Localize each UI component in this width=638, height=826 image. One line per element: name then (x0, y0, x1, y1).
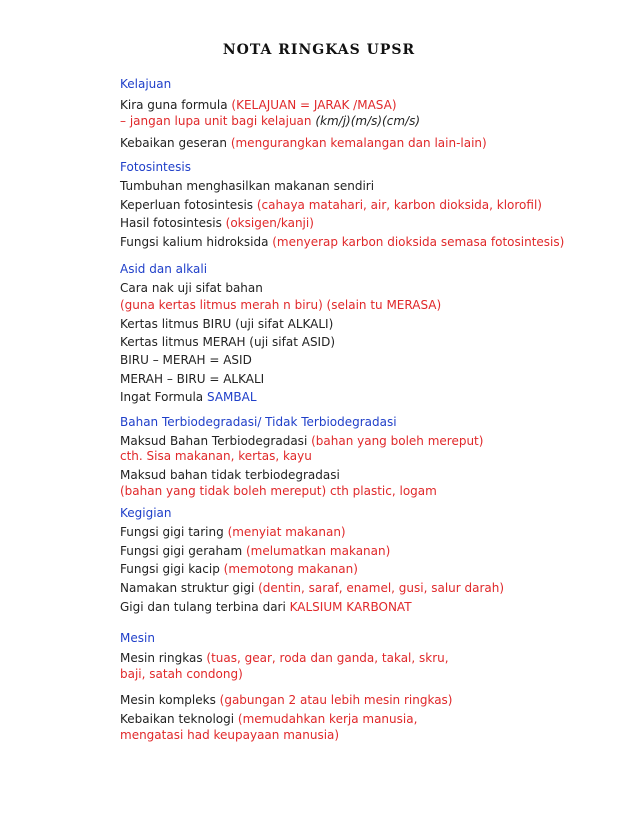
section-heading-kelajuan: Kelajuan (120, 77, 172, 91)
text: Keperluan fotosintesis (120, 198, 257, 212)
mesin-line-4 (120, 711, 417, 727)
text: Maksud Bahan Terbiodegradasi (120, 434, 312, 448)
bahan-line-4: (bahan yang tidak boleh mereput) cth plastic, logam (120, 484, 437, 498)
text: Hasil fotosintesis (120, 216, 226, 230)
mesin-line-1 (120, 650, 449, 666)
section-heading-fotosintesis: Fotosintesis (120, 160, 191, 174)
text: Fungsi gigi geraham (120, 544, 246, 558)
bahan-line-1 (120, 433, 483, 449)
bahan-line-3: Maksud bahan tidak terbiodegradasi (120, 468, 340, 482)
red-note: (dentin, saraf, enamel, gusi, salur darah) (258, 581, 505, 595)
fotosintesis-line-4 (120, 234, 564, 250)
text: Fungsi gigi kacip (120, 562, 224, 576)
kelajuan-line-1 (120, 97, 397, 113)
text: Gigi dan tulang terbina dari (120, 600, 290, 614)
fotosintesis-line-1: Tumbuhan menghasilkan makanan sendiri (120, 179, 375, 193)
section-heading-mesin: Mesin (120, 631, 155, 645)
kegigian-line-4 (120, 580, 504, 596)
text: Kebaikan teknologi (120, 712, 238, 726)
text: Fungsi gigi taring (120, 525, 228, 539)
red-note: KALSIUM KARBONAT (289, 600, 412, 614)
red-note: (bahan yang boleh mereput) (311, 434, 484, 448)
fotosintesis-line-2 (120, 197, 542, 213)
red-note: (KELAJUAN = JARAK /MASA) (231, 98, 397, 112)
red-note: (melumatkan makanan) (245, 544, 391, 558)
asid-line-2: (guna kertas litmus merah n biru) (selain tu MERASA) (120, 298, 442, 312)
red-note: (oksigen/kanji) (225, 216, 314, 230)
kegigian-line-5 (120, 599, 412, 615)
kegigian-line-2 (120, 543, 390, 559)
red-note: (tuas, gear, roda dan ganda, takal, skru, (206, 651, 449, 665)
kegigian-line-3 (120, 561, 358, 577)
bahan-line-2: cth. Sisa makanan, kertas, kayu (120, 449, 312, 463)
section-heading-kegigian: Kegigian (120, 506, 172, 520)
units-note: (km/j)(m/s)(cm/s) (315, 114, 420, 128)
mesin-line-3 (120, 692, 453, 708)
text: Mesin kompleks (120, 693, 220, 707)
red-note: (menyiat makanan) (227, 525, 346, 539)
mesin-line-5: mengatasi had keupayaan manusia) (120, 728, 340, 742)
asid-line-4: Kertas litmus MERAH (uji sifat ASID) (120, 335, 336, 349)
red-note: (cahaya matahari, air, karbon dioksida, klorofil) (256, 198, 542, 212)
red-note: (menyerap karbon dioksida semasa fotosintesis) (272, 235, 565, 249)
red-note: – jangan lupa unit bagi kelajuan (120, 114, 316, 128)
text: Kira guna formula (120, 98, 232, 112)
red-note: (gabungan 2 atau lebih mesin ringkas) (219, 693, 453, 707)
asid-line-6: MERAH – BIRU = ALKALI (120, 372, 265, 386)
kegigian-line-1 (120, 524, 346, 540)
kelajuan-line-2 (120, 113, 420, 129)
asid-line-1: Cara nak uji sifat bahan (120, 281, 263, 295)
mesin-line-2: baji, satah condong) (120, 667, 243, 681)
kelajuan-line-3 (120, 135, 487, 151)
red-note: (memotong makanan) (223, 562, 358, 576)
fotosintesis-line-3 (120, 215, 314, 231)
section-heading-bahan: Bahan Terbiodegradasi/ Tidak Terbiodegradasi (120, 415, 397, 429)
red-note: (memudahkan kerja manusia, (237, 712, 418, 726)
asid-line-3: Kertas litmus BIRU (uji sifat ALKALI) (120, 317, 334, 331)
text: Fungsi kalium hidroksida (120, 235, 273, 249)
text: Mesin ringkas (120, 651, 207, 665)
section-heading-asid: Asid dan alkali (120, 262, 208, 276)
text: Namakan struktur gigi (120, 581, 259, 595)
asid-line-5: BIRU – MERAH = ASID (120, 353, 252, 367)
page-title: NOTA RINGKAS UPSR (222, 42, 416, 58)
text: Ingat Formula (120, 390, 207, 404)
text: Kebaikan geseran (120, 136, 231, 150)
red-note: (mengurangkan kemalangan dan lain-lain) (230, 136, 487, 150)
asid-line-7 (120, 389, 257, 405)
blue-note: SAMBAL (206, 390, 257, 404)
